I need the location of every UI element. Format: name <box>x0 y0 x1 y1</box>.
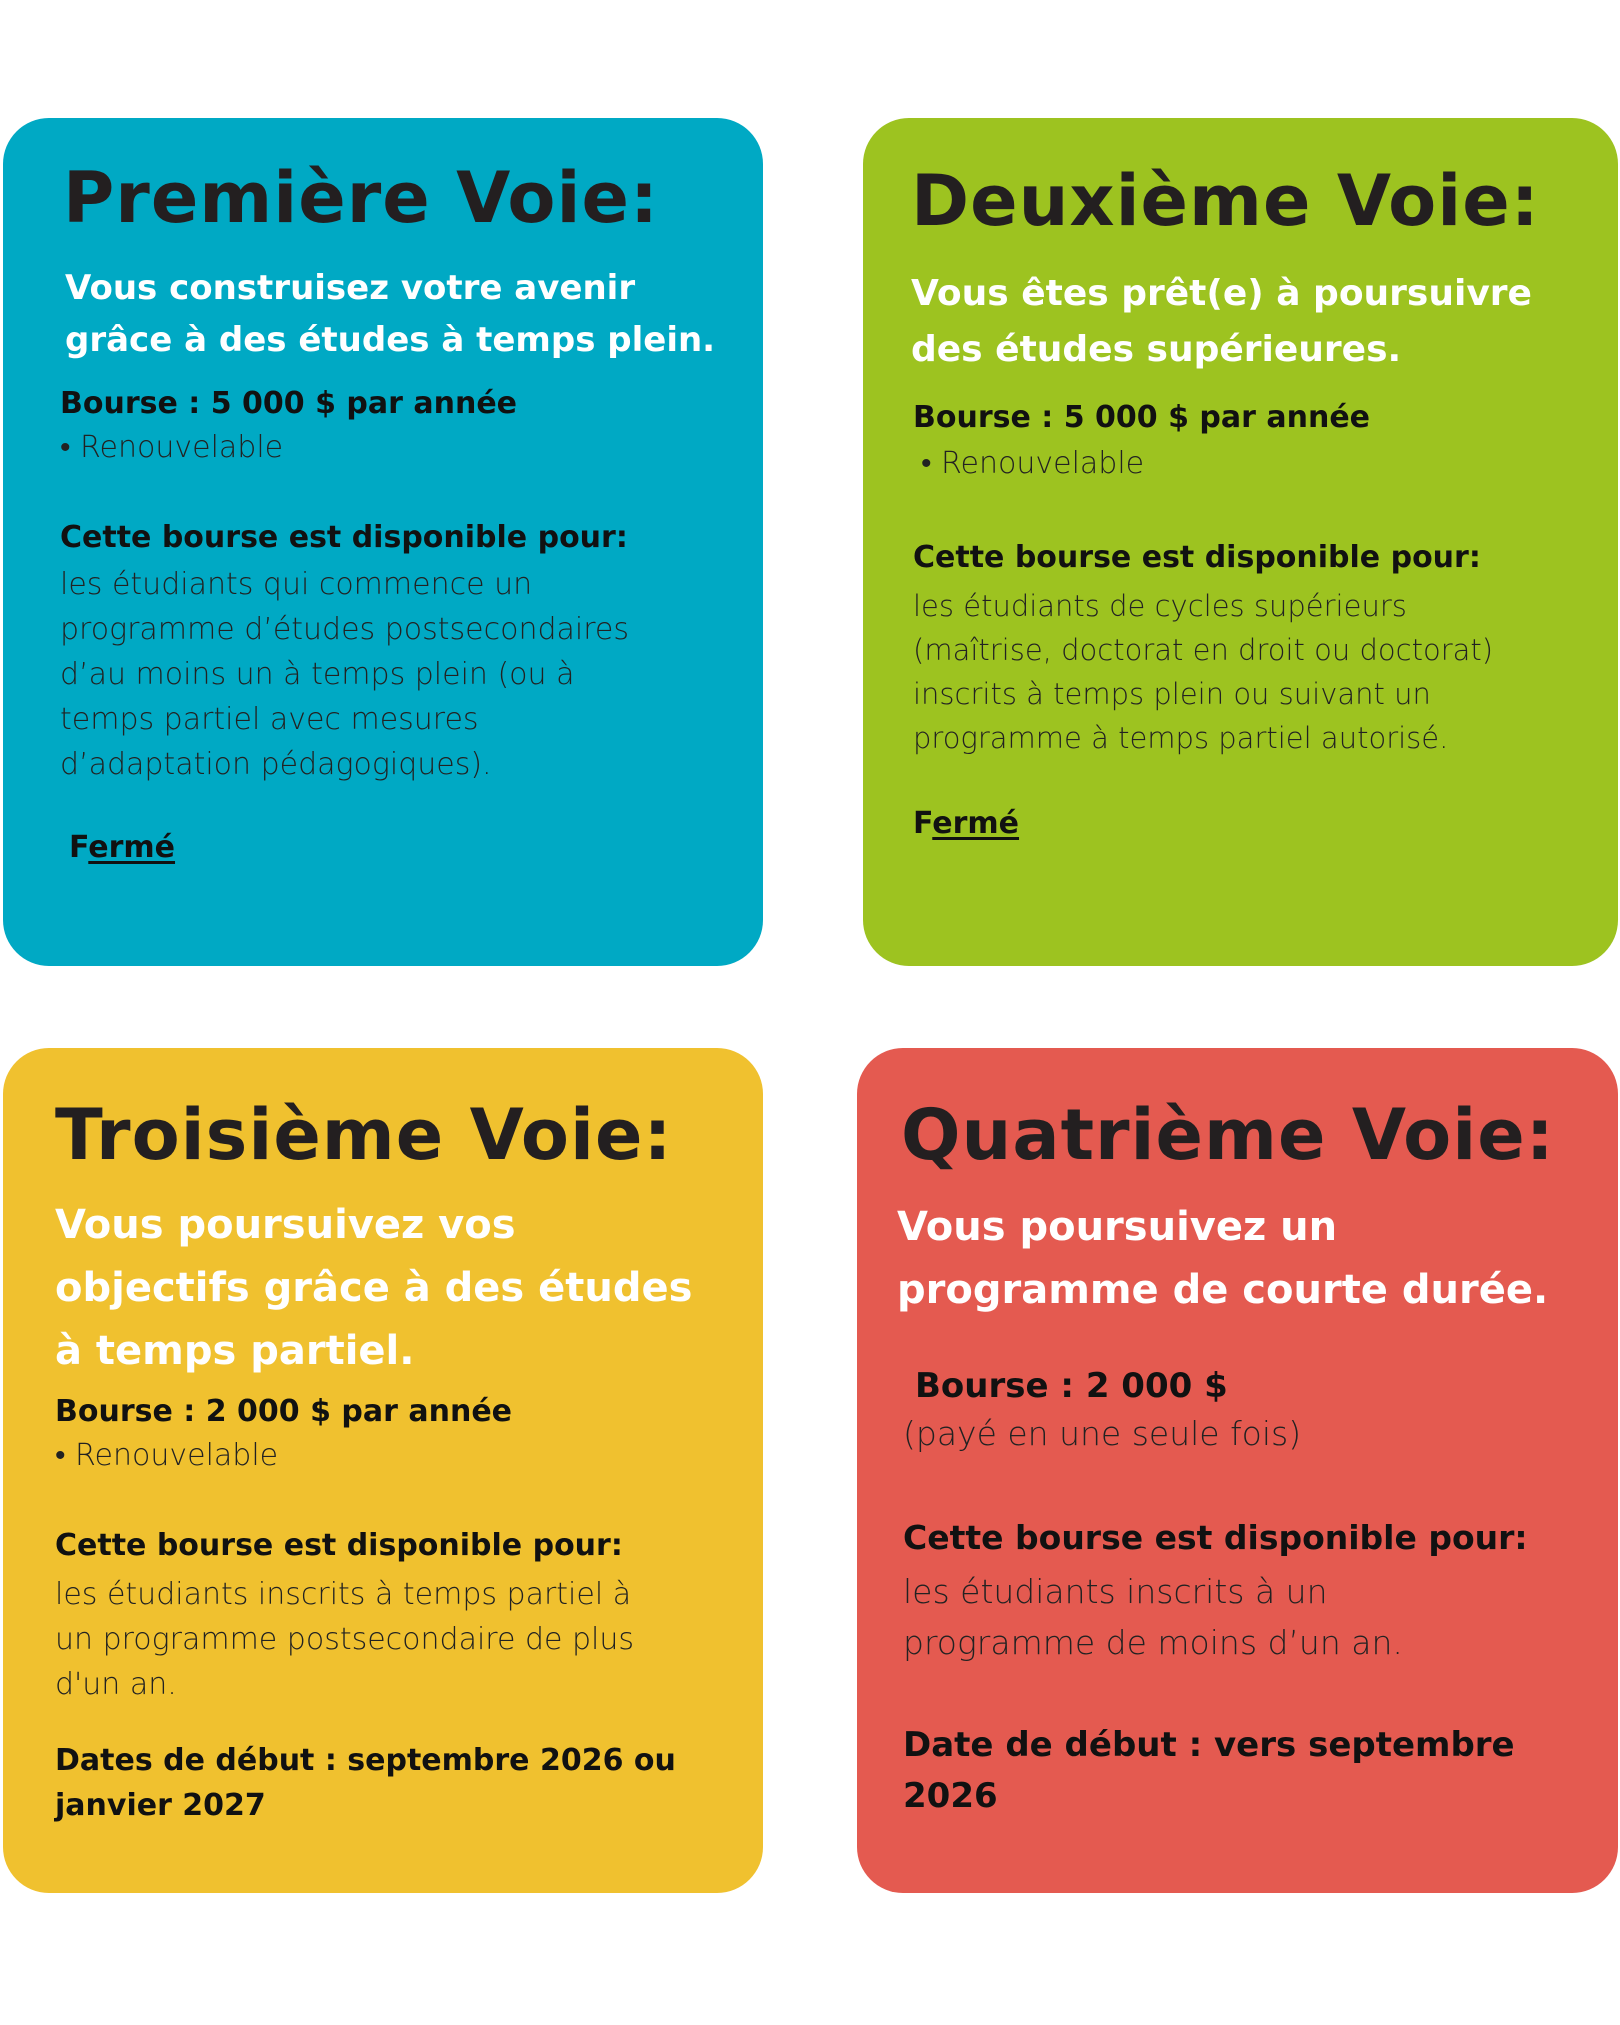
eligibility-heading: Cette bourse est disponible pour: <box>903 1518 1528 1557</box>
eligibility-text: les étudiants inscrits à temps partiel à un programme postsecondaire de plus d'un an. <box>55 1577 635 1702</box>
renewable-note: • Renouvelable <box>55 1438 279 1473</box>
start-dates: Dates de début : septembre 2026 ou janvier 2027 <box>55 1743 676 1823</box>
bourse-amount: Bourse : 2 000 $ par année <box>55 1394 513 1429</box>
card-subtitle: Vous êtes prêt(e) à poursuivre des études supérieures. <box>911 273 1532 370</box>
renewable-note: • Renouvelable <box>921 446 1145 481</box>
card-subtitle: Vous poursuivez un programme de courte durée. <box>897 1204 1549 1313</box>
payment-note: (payé en une seule fois) <box>903 1414 1302 1453</box>
eligibility-heading: Cette bourse est disponible pour: <box>60 520 628 555</box>
status-link[interactable]: ermé <box>932 806 1020 841</box>
eligibility-text: les étudiants inscrits à un programme de moins d’un an. <box>903 1572 1403 1662</box>
card-quatrieme-voie <box>857 1048 1618 1893</box>
card-title: Troisième Voie: <box>55 1094 673 1176</box>
status-prefix: F <box>69 830 89 865</box>
start-dates: Date de début : vers septembre 2026 <box>903 1725 1515 1816</box>
card-title: Deuxième Voie: <box>911 160 1540 242</box>
eligibility-text: les étudiants qui commence un programme d’études postsecondaires d’au moins un à temps plein (ou à temps partiel avec mesures d’adaptation pédagogiques). <box>60 567 629 782</box>
renewable-note: • Renouvelable <box>60 430 284 465</box>
bourse-amount: Bourse : 2 000 $ <box>915 1366 1228 1406</box>
card-title: Quatrième Voie: <box>901 1094 1555 1176</box>
status-link[interactable]: ermé <box>88 830 176 865</box>
bourse-amount: Bourse : 5 000 $ par année <box>60 386 518 421</box>
card-deuxieme-voie <box>863 118 1618 966</box>
card-troisieme-voie <box>3 1048 763 1893</box>
card-subtitle: Vous poursuivez vos objectifs grâce à des études à temps partiel. <box>55 1202 693 1374</box>
bourse-amount: Bourse : 5 000 $ par année <box>913 400 1371 435</box>
card-title: Première Voie: <box>63 157 659 239</box>
card-subtitle: Vous construisez votre avenir grâce à des études à temps plein. <box>65 268 716 360</box>
eligibility-heading: Cette bourse est disponible pour: <box>55 1528 623 1563</box>
status-text <box>913 806 1019 841</box>
status-text <box>69 830 175 865</box>
eligibility-heading: Cette bourse est disponible pour: <box>913 540 1481 575</box>
card-premiere-voie <box>3 118 763 966</box>
status-prefix: F <box>913 806 933 841</box>
eligibility-text: les étudiants de cycles supérieurs (maîtrise, doctorat en droit ou doctorat) inscrits à temps plein ou suivant un programme à temps partiel autorisé. <box>913 589 1494 755</box>
